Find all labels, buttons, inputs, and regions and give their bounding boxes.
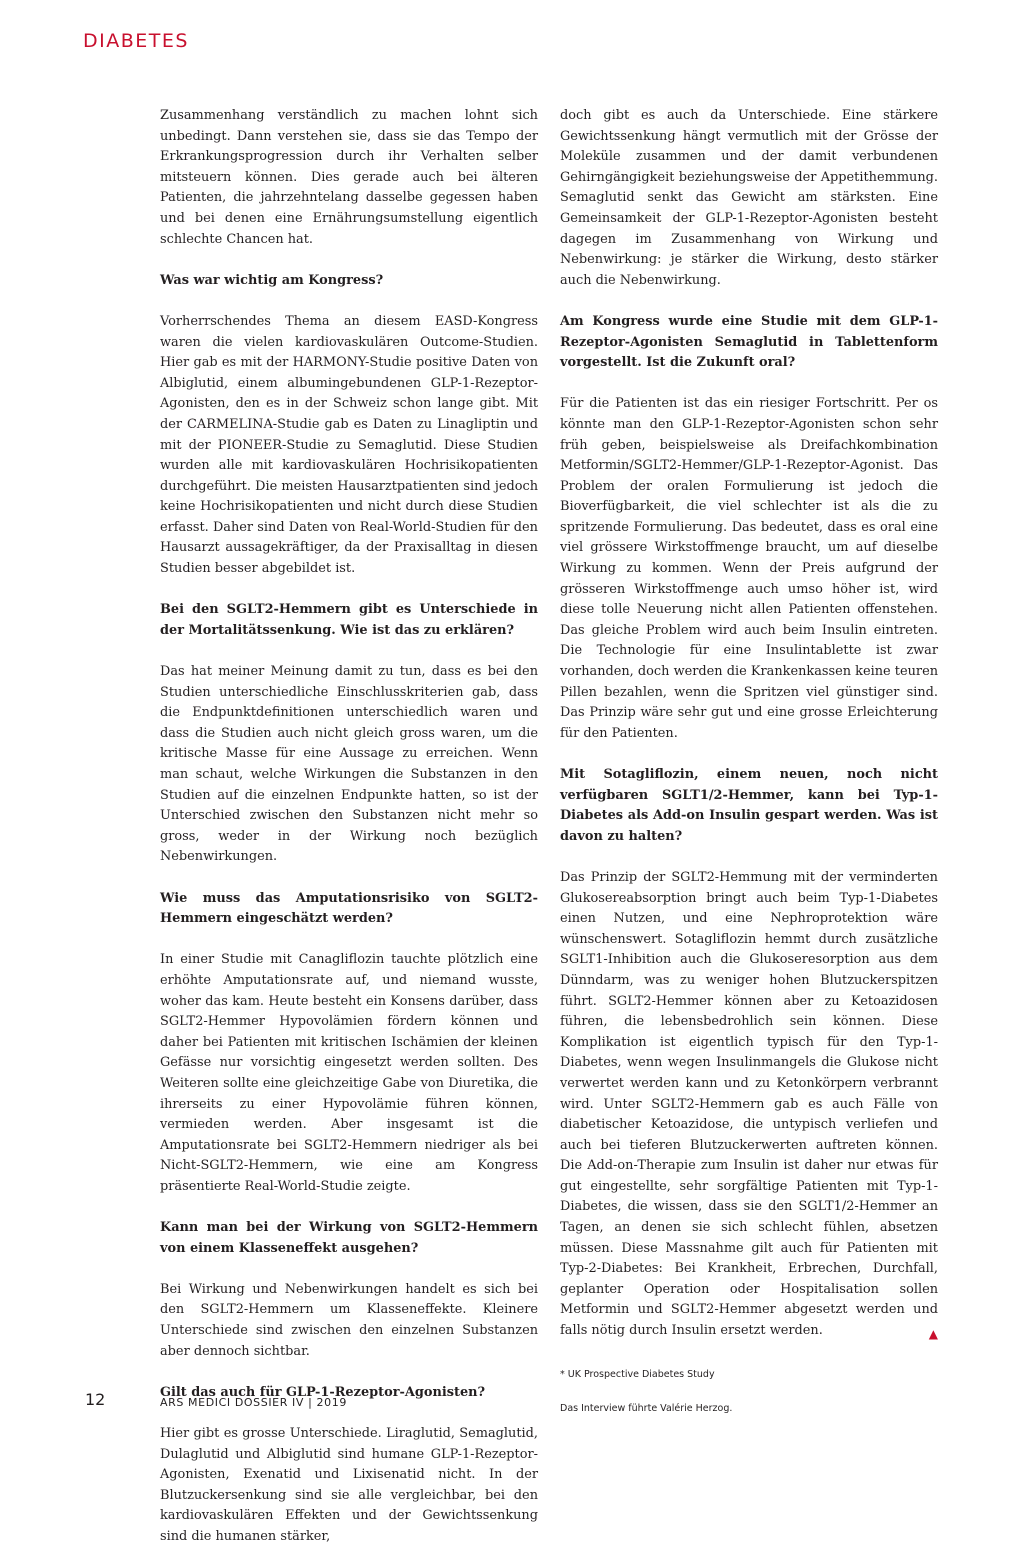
footnote: * UK Prospective Diabetes Study <box>560 1368 715 1380</box>
question: Bei den SGLT2-Hemmern gibt es Unterschiede in der Mortalitätssenkung. Wie ist das zu erklären? <box>160 602 538 638</box>
answer: Das hat meiner Meinung damit zu tun, dass es bei den Studien unterschiedliche Einschlusskriterien gab, dass die Endpunktdefinitionen unterschiedlich waren und dass die Studien auch nicht gleich gross waren, um die kritische Masse für eine Aussage zu erreichen. Wenn man schaut, welche Wirkungen die Substanzen in den Studien auf die einzelnen Endpunkte hatten, so ist der Unterschied zwischen den Substanzen nicht mehr so gross, weder in der Wirkung noch bezüglich Nebenwirkungen. <box>160 664 538 865</box>
answer: Vorherrschendes Thema an diesem EASD-Kongress waren die vielen kardiovaskulären Outcome-Studien. Hier gab es mit der HARMONY-Studie positive Daten von Albiglutid, einem albumingebundenen GLP-1-Rezeptor-Agonisten, den es in der Schweiz schon lange gibt. Mit der CARMELINA-Studie gab es Daten zu Linagliptin und mit der PIONEER-Studie zu Semaglutid. Diese Studien wurden alle mit kardiovaskulären Hochrisikopatienten durchgeführt. Die meisten Hausarztpatienten sind jedoch keine Hochrisikopatienten und nicht durch diese Studien erfasst. Daher sind Daten von Real-World-Studien für den Hausarzt aussagekräftiger, da der Praxisalltag in diesen Studien besser abgebildet ist. <box>160 313 538 577</box>
left-column <box>160 106 538 1548</box>
page-number: 12 <box>85 1390 106 1409</box>
end-of-article-icon: ▲ <box>928 1327 938 1342</box>
question: Was war wichtig am Kongress? <box>160 272 384 288</box>
question: Kann man bei der Wirkung von SGLT2-Hemmern von einem Klasseneffekt ausgehen? <box>160 1220 538 1256</box>
question: Gilt das auch für GLP-1-Rezeptor-Agonisten? <box>160 1384 486 1400</box>
answer: Hier gibt es grosse Unterschiede. Liraglutid, Semaglutid, Dulaglutid und Albiglutid sind humane GLP-1-Rezeptor-Agonisten, Exenatid und Lixisenatid nicht. In der Blutzuckersenkung sind sie alle vergleichbar, bei den kardiovaskulären Effekten und der Gewichtssenkung sind die humanen stärker, <box>160 1426 538 1544</box>
answer-text: Das Prinzip der SGLT2-Hemmung mit der verminderten Glukosereabsorption bringt auch beim Typ-1-Diabetes einen Nutzen, und eine Nephroprotektion wäre wünschenswert. Sotagliflozin hemmt durch zusätzliche SGLT1-Inhibition auch die Glukoseresorption aus dem Dünndarm, was zu weniger hohen Blutzuckerspitzen führt. SGLT2-Hemmer können aber zu Ketoazidosen führen, die lebensbedrohlich sein können. Diese Komplikation ist eigentlich typisch für den Typ-1-Diabetes, wenn wegen Insulinmangels die Glukose nicht verwertet werden kann und zu Ketonkörpern verbrannt wird. Unter SGLT2-Hemmern gab es auch Fälle von diabetischer Ketoazidose, die untypisch verliefen und auch bei tieferen Blutzuckerwerten auftreten können. Die Add-on-Therapie zum Insulin ist daher nur etwas für gut eingestellte, sehr sorgfältige Patienten mit Typ-1-Diabetes, die wissen, dass sie den SGLT1/2-Hemmer an Tagen, an denen sie sich schlecht fühlen, absetzen müssen. Diese Massnahme gilt auch für Patienten mit Typ-2-Diabetes: Bei Krankheit, Erbrechen, Durchfall, geplanter Operation oder Hospitalisation sollen Metformin und SGLT2-Hemmer abgesetzt werden und falls nötig durch Insulin ersetzt werden. <box>560 869 938 1339</box>
question: Wie muss das Amputationsrisiko von SGLT2-Hemmern eingeschätzt werden? <box>160 890 538 927</box>
answer: Bei Wirkung und Nebenwirkungen handelt es sich bei den SGLT2-Hemmern um Klasseneffekte. Kleinere Unterschiede sind zwischen den einzelnen Substanzen aber dennoch sichtbar. <box>160 1281 538 1359</box>
question: Am Kongress wurde eine Studie mit dem GLP-1-Rezeptor-Agonisten Semaglutid in Tablettenform vorgestellt. Ist die Zukunft oral? <box>560 313 938 371</box>
intro-paragraph: Zusammenhang verständlich zu machen lohnt sich unbedingt. Dann verstehen sie, dass sie das Tempo der Erkrankungsprogression durch ihr Verhalten selber mitsteuern können. Dies gerade auch bei älteren Patienten, die jahrzehntelang dasselbe gegessen haben und bei denen eine Ernährungsumstellung eigentlich schlechte Chancen hat. <box>160 108 538 247</box>
question: Mit Sotagliflozin, einem neuen, noch nicht verfügbaren SGLT1/2-Hemmer, kann bei Typ-1-Diabetes als Add-on Insulin gespart werden. Was ist davon zu halten? <box>560 767 938 844</box>
right-column <box>560 106 938 1437</box>
interview-credit: Das Interview führte Valérie Herzog. <box>560 1403 733 1415</box>
answer-with-end-marker <box>560 868 938 1342</box>
answer: Für die Patienten ist das ein riesiger Fortschritt. Per os könnte man den GLP-1-Rezeptor-Agonisten schon sehr früh geben, beispielsweise als Dreifachkombination Metformin/SGLT2-Hemmer/GLP-1-Rezeptor-Agonist. Das Problem der oralen Formulierung ist jedoch die Bioverfügbarkeit, die viel schlechter ist als die zu spritzende Formulierung. Das bedeutet, dass es oral eine viel grössere Wirkstoffmenge braucht, um auf dieselbe Wirkung zu kommen. Wenn der Preis aufgrund der grösseren Wirkstoffmenge auch umso höher ist, wird diese tolle Neuerung nicht allen Patienten offenstehen. Das gleiche Problem wird auch beim Insulin eintreten. Die Technologie für eine Insulintablette ist zwar vorhanden, doch werden die Krankenkassen keine teuren Pillen bezahlen, wenn die Spritzen viel günstiger sind. Das Prinzip wäre sehr gut und eine grosse Erleichterung für den Patienten. <box>560 396 938 741</box>
intro-paragraph: doch gibt es auch da Unterschiede. Eine stärkere Gewichtssenkung hängt vermutlich mit der Grösse der Moleküle zusammen und der damit verbundenen Gehirngängigkeit beziehungsweise der Appetithemmung. Semaglutid senkt das Gewicht am stärksten. Eine Gemeinsamkeit der GLP-1-Rezeptor-Agonisten besteht dagegen im Zusammenhang von Wirkung und Nebenwirkung: je stärker die Wirkung, desto stärker auch die Nebenwirkung. <box>560 108 938 288</box>
journal-issue: ARS MEDICI DOSSIER IV | 2019 <box>160 1396 347 1409</box>
section-label: DIABETES <box>83 30 189 52</box>
answer: In einer Studie mit Canagliflozin tauchte plötzlich eine erhöhte Amputationsrate auf, und niemand wusste, woher das kam. Heute besteht ein Konsens darüber, dass SGLT2-Hemmer Hypovolämien fördern können und daher bei Patienten mit kritischen Ischämien der kleinen Gefässe nur vorsichtig eingesetzt werden sollten. Des Weiteren sollte eine gleichzeitige Gabe von Diuretika, die ihrerseits zu einer Hypovolämie führen können, vermieden werden. Aber insgesamt ist die Amputationsrate bei SGLT2-Hemmern niedriger als bei Nicht-SGLT2-Hemmern, wie eine am Kongress präsentierte Real-World-Studie zeigte. <box>160 952 538 1194</box>
